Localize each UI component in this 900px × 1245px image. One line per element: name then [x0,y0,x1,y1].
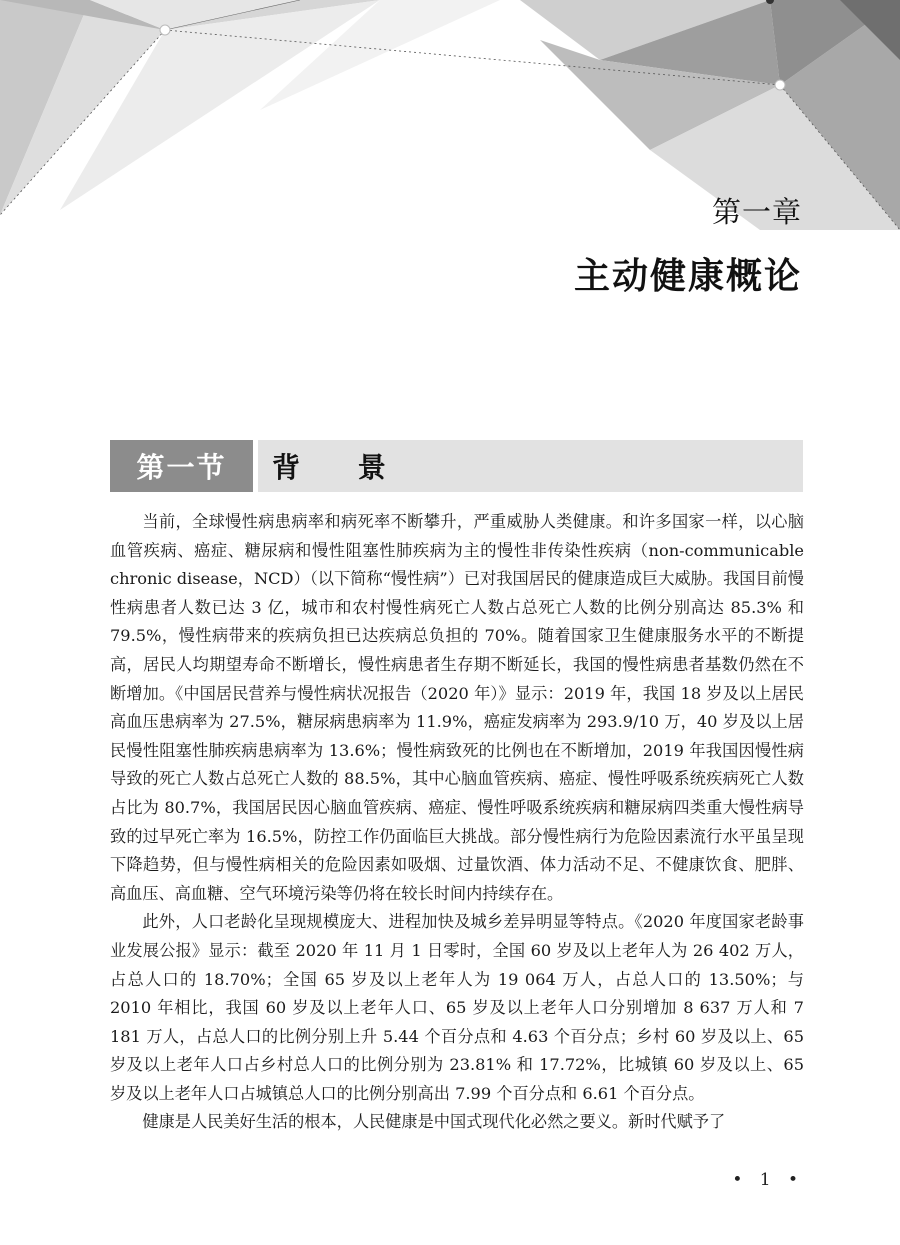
section-number: 第一节 [110,440,253,492]
section-header [110,440,803,492]
paragraph: 此外，人口老龄化呈现规模庞大、进程加快及城乡差异明显等特点。《2020 年度国家老龄事业发展公报》显示：截至 2020 年 11 月 1 日零时，全国 60 岁及以上老年人为 26 402 万人，占总人口的 18.70%；全国 65 岁及以上老年人为 19 064 万人，占总人口的 13.50%；与 2010 年相比，我国 60 岁及以上老年人口、65 岁及以上老年人口分别增加 8 637 万人和 7 181 万人，占总人口的比例分别上升 5.44 个百分点和 4.63 个百分点；乡村 60 岁及以上、65 岁及以上老年人口占乡村总人口的比例分别为 23.81% 和 17.72%，比城镇 60 岁及以上、65 岁及以上老年人口占城镇总人口的比例分别高出 7.99 个百分点和 6.61 个百分点。 [110,912,804,1103]
paragraph: 当前，全球慢性病患病率和病死率不断攀升，严重威胁人类健康。和许多国家一样，以心脑血管疾病、癌症、糖尿病和慢性阻塞性肺疾病为主的慢性非传染性疾病（non-communicable chronic disease，NCD）（以下简称“慢性病”）已对我国居民的健康造成巨大威胁。我国目前慢性病患者人数已达 3 亿，城市和农村慢性病死亡人数占总死亡人数的比例分别高达 85.3% 和 79.5%，慢性病带来的疾病负担已达疾病总负担的 70%。随着国家卫生健康服务水平的不断提高，居民人均期望寿命不断增长，慢性病患者生存期不断延长，我国的慢性病患者基数仍然在不断增加。《中国居民营养与慢性病状况报告（2020 年）》显示：2019 年，我国 18 岁及以上居民高血压患病率为 27.5%，糖尿病患病率为 11.9%，癌症发病率为 293.9/10 万，40 岁及以上居民慢性阻塞性肺疾病患病率为 13.6%；慢性病致死的比例也在不断增加，2019 年我国因慢性病导致的死亡人数占总死亡人数的 88.5%，其中心脑血管疾病、癌症、慢性呼吸系统疾病死亡人数占比为 80.7%，我国居民因心脑血管疾病、癌症、慢性呼吸系统疾病和糖尿病四类重大慢性病导致的过早死亡率为 16.5%，防控工作仍面临巨大挑战。部分慢性病行为危险因素流行水平虽呈现下降趋势，但与慢性病相关的危险因素如吸烟、过量饮酒、体力活动不足、不健康饮食、肥胖、高血压、高血糖、空气环境污染等仍将在较长时间内持续存在。 [110,512,804,903]
paragraph: 健康是人民美好生活的根本，人民健康是中国式现代化必然之要义。新时代赋予了 [142,1112,726,1132]
page-number: • 1 • [732,1170,804,1190]
chapter-label: 第一章 [711,195,802,229]
section-title: 背 景 [258,440,803,492]
body-text [110,508,804,1137]
chapter-title: 主动健康概论 [573,256,802,297]
